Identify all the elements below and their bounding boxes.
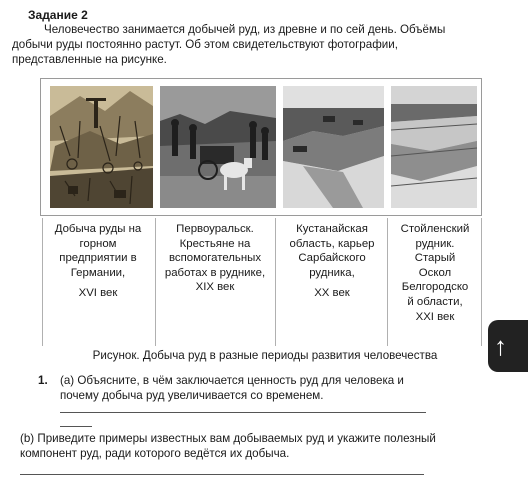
open-pit-quarry-photo-icon <box>283 86 384 208</box>
question-part-b: (b) Приведите примеры известных вам добываемых руд и укажите полезный компонент руд, ради которого ведётся их добыча. <box>20 432 436 460</box>
caption-line: рудника, <box>309 266 355 279</box>
open-pit-mine-aerial-photo-icon <box>391 86 477 208</box>
task-title: Задание 2 <box>28 8 88 22</box>
caption-line: Стойленский <box>400 223 470 235</box>
scroll-up-button[interactable] <box>488 320 528 372</box>
caption-line: Кустанайская <box>296 223 368 235</box>
caption-era: XVI век <box>78 287 118 300</box>
caption-stoilensky <box>388 222 482 324</box>
answer-line[interactable] <box>20 474 424 475</box>
caption-kustanai <box>276 222 388 301</box>
task-text-body: Человечество занимается добычей руд, из древне и по сей день. Объёмы добычи руды постоянно растут. Об этом свидетельствуют фотографии, представленные на рисунке. <box>12 23 446 66</box>
caption-line: XIX век <box>195 281 235 294</box>
caption-germany <box>42 222 154 301</box>
figure-caption: Рисунок. Добыча руд в разные периоды развития человечества <box>92 349 438 362</box>
caption-line: вспомогательных <box>168 252 262 265</box>
arrow-up-icon: ↑ <box>494 330 507 361</box>
caption-line: Германии, <box>70 266 126 279</box>
task-text <box>12 22 482 67</box>
caption-line: работах в руднике, <box>164 266 266 279</box>
caption-line: XXI век <box>415 310 455 323</box>
caption-era: XX век <box>314 287 350 300</box>
answer-line[interactable] <box>60 426 92 427</box>
horse-cart-workers-photo-icon <box>160 86 276 208</box>
caption-line: Крестьяне на <box>179 237 251 250</box>
caption-line: горном <box>79 237 117 250</box>
medieval-mining-engraving-icon <box>50 86 153 208</box>
caption-line: Старый <box>414 252 456 265</box>
caption-pervouralsk <box>156 222 274 295</box>
caption-line: Сарбайского <box>298 252 366 265</box>
caption-line: Добыча руды на <box>54 223 142 235</box>
caption-line: рудник. <box>415 237 455 250</box>
caption-line: й области, <box>407 295 463 308</box>
caption-line: предприятии в <box>59 252 137 265</box>
question-number: 1. <box>38 374 48 387</box>
answer-line[interactable] <box>60 412 426 413</box>
caption-line: Оскол <box>418 266 452 279</box>
caption-line: Первоуральск. <box>176 223 254 235</box>
question-part-a: (a) Объясните, в чём заключается ценность руд для человека и почему добыча руд увеличивается со временем. <box>60 374 404 402</box>
caption-line: область, карьер <box>289 237 375 250</box>
caption-line: Белгородско <box>401 281 469 294</box>
